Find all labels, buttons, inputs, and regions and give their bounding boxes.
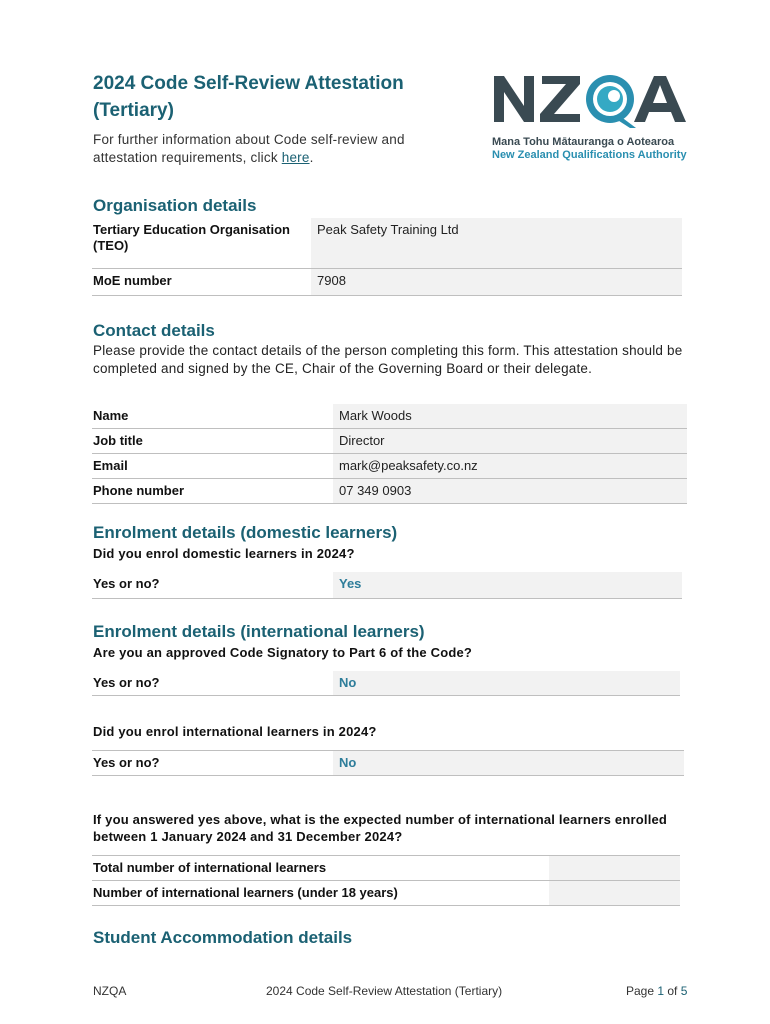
job-title-value[interactable]: Director <box>333 429 687 454</box>
logo-subtitle-english: New Zealand Qualifications Authority <box>492 149 687 161</box>
organisation-heading: Organisation details <box>93 196 257 215</box>
domestic-heading: Enrolment details (domestic learners) <box>93 523 398 542</box>
total-international-label: Total number of international learners <box>92 856 549 881</box>
footer-left: NZQA <box>93 984 127 998</box>
intro-text <box>93 131 463 167</box>
page-total: 5 <box>680 984 688 998</box>
table-row <box>92 218 682 269</box>
accommodation-heading: Student Accommodation details <box>93 928 353 947</box>
international-enrol-table <box>92 750 684 776</box>
logo-letter-z <box>540 76 580 122</box>
table-row <box>92 856 680 881</box>
logo-wordmark <box>490 66 690 132</box>
page-prefix: Page <box>626 984 658 998</box>
page-current: 1 <box>657 984 665 998</box>
organisation-table <box>92 218 682 296</box>
international-heading: Enrolment details (international learners) <box>93 622 425 641</box>
table-row <box>92 671 680 696</box>
code-signatory-table <box>92 671 680 696</box>
intro-text-end: . <box>309 150 314 165</box>
nzqa-logo <box>490 66 690 166</box>
job-title-label: Job title <box>92 429 333 454</box>
moe-number-value[interactable]: 7908 <box>311 269 682 296</box>
name-label: Name <box>92 404 333 429</box>
domestic-question: Did you enrol domestic learners in 2024? <box>93 546 355 561</box>
domestic-yes-no-value[interactable]: Yes <box>333 572 682 599</box>
logo-letter-n <box>494 76 534 122</box>
under-18-value[interactable] <box>549 881 680 906</box>
international-enrol-value[interactable]: No <box>333 751 684 776</box>
page-of: of <box>664 984 681 998</box>
contact-description: Please provide the contact details of the person completing this form. This attestation should be completed and signed by the CE, Chair of the Governing Board or their delegate. <box>93 343 683 376</box>
teo-value[interactable]: Peak Safety Training Ltd <box>311 218 682 269</box>
table-row <box>92 751 684 776</box>
here-link[interactable]: here <box>281 150 310 165</box>
teo-label: Tertiary Education Organisation (TEO) <box>92 218 311 269</box>
logo-letter-a <box>634 76 686 122</box>
under-18-label: Number of international learners (under 18 years) <box>92 881 549 906</box>
email-value[interactable]: mark@peaksafety.co.nz <box>333 454 687 479</box>
table-row <box>92 881 680 906</box>
phone-label: Phone number <box>92 479 333 504</box>
code-signatory-question: Are you an approved Code Signatory to Part 6 of the Code? <box>93 645 473 660</box>
page-title: 2024 Code Self-Review Attestation (Tertiary) <box>93 73 404 121</box>
phone-value[interactable]: 07 349 0903 <box>333 479 687 504</box>
footer-center: 2024 Code Self-Review Attestation (Tertiary) <box>266 984 503 998</box>
international-enrol-question: Did you enrol international learners in 2024? <box>93 724 377 739</box>
international-numbers-table <box>92 855 680 906</box>
logo-wordmark-svg <box>490 66 690 132</box>
total-international-value[interactable] <box>549 856 680 881</box>
email-label: Email <box>92 454 333 479</box>
domestic-yes-no-label: Yes or no? <box>92 572 333 599</box>
code-signatory-value[interactable]: No <box>333 671 680 696</box>
table-row <box>92 269 682 296</box>
logo-subtitle-maori: Mana Tohu Mātauranga o Aotearoa <box>492 136 675 148</box>
domestic-table <box>92 572 682 599</box>
footer-page-number <box>626 984 687 998</box>
name-value[interactable]: Mark Woods <box>333 404 687 429</box>
intro-text-body: For further information about Code self-review and attestation requirements, click <box>93 132 405 165</box>
table-row <box>92 454 687 479</box>
expected-number-question: If you answered yes above, what is the expected number of international learners enrolled between 1 January 2024 and 31 December 2024? <box>93 812 668 844</box>
logo-q-tail <box>616 116 636 128</box>
table-row <box>92 479 687 504</box>
contact-table <box>92 404 687 504</box>
international-enrol-label: Yes or no? <box>92 751 333 776</box>
moe-number-label: MoE number <box>92 269 311 296</box>
contact-heading: Contact details <box>93 321 215 340</box>
table-row <box>92 429 687 454</box>
table-row <box>92 404 687 429</box>
code-signatory-label: Yes or no? <box>92 671 333 696</box>
logo-koru-core <box>608 90 620 102</box>
table-row <box>92 572 682 599</box>
